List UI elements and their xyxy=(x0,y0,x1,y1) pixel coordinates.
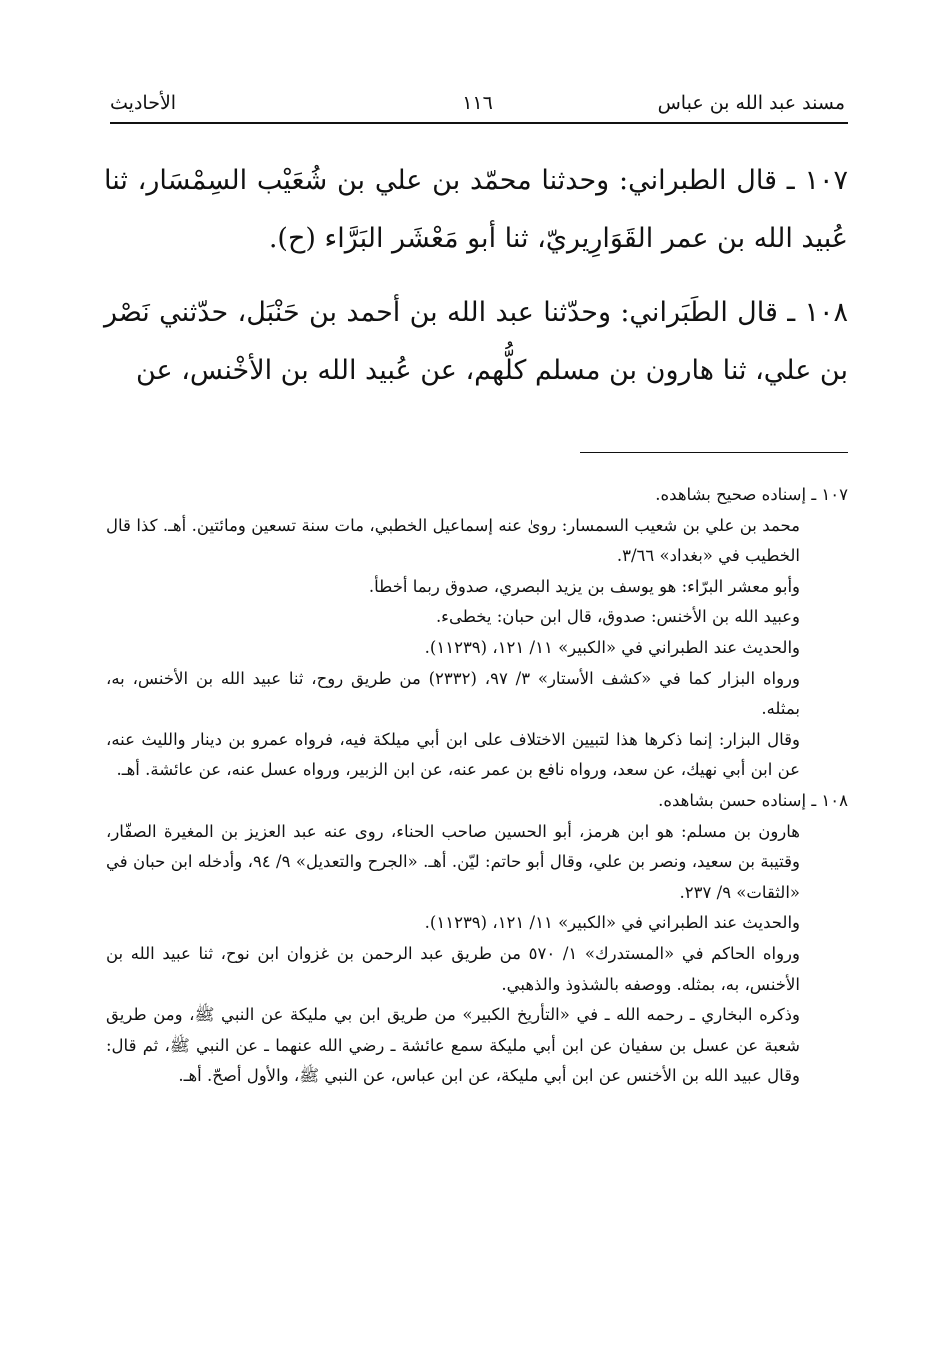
footnote-107-line: وعبيد الله بن الأخنس: صدوق، قال ابن حبان: يخطىء. xyxy=(435,607,800,627)
footnote-divider xyxy=(580,452,848,453)
footnote-107-line: والحديث عند الطبراني في «الكبير» ١١/ ١٢١، (١١٢٣٩). xyxy=(424,637,800,657)
header-divider xyxy=(110,122,848,124)
footnote-108-line: هارون بن مسلم: هو ابن هرمز، أبو الحسين صاحب الحناء، روى عنه عبد العزيز بن المغيرة الصفّار، وقتيبة بن سعيد، ونصر بن علي، وقال أبو حاتم: ليّن. أهـ. «الجرح والتعديل» ٩/ ٩٤، وأدخله ابن حبان في «الثقات» ٩/ ٢٣٧. xyxy=(106,821,800,902)
page-number: ١١٦ xyxy=(462,92,493,114)
hadith-107: ١٠٧ ـ قال الطبراني: وحدثنا محمّد بن علي بن شُعَيْب السِمْسَار، ثنا عُبيد الله بن عمر القَوَارِيريّ، ثنا أبو مَعْشَر البَرَّاء (ح). xyxy=(104,165,848,254)
footnote-108-line: والحديث عند الطبراني في «الكبير» ١١/ ١٢١، (١١٢٣٩). xyxy=(424,913,800,933)
footnote-107-heading: ١٠٧ ـ إسناده صحيح بشاهده. xyxy=(655,485,848,504)
running-header xyxy=(110,88,845,122)
footnote-107-line: ورواه البزار كما في «كشف الأستار» ٣/ ٩٧، (٢٣٣٢) من طريق روح، ثنا عبيد الله بن الأخنس، به، بمثله. xyxy=(106,668,800,719)
section-title: الأحاديث xyxy=(110,92,177,114)
main-text xyxy=(104,152,848,416)
footnote-108-heading: ١٠٨ ـ إسناده حسن بشاهده. xyxy=(658,790,848,810)
book-title: مسند عبد الله بن عباس xyxy=(657,92,845,114)
hadith-108: ١٠٨ ـ قال الطَبَراني: وحدّثنا عبد الله بن أحمد بن حَنْبَل، حدّثني نَصْر بن علي، ثنا هارون بن مسلم كلُّهم، عن عُبيد الله بن الأخْنس، عن xyxy=(104,297,848,386)
footnote-108-line: ورواه الحاكم في «المستدرك» ١/ ٥٧٠ من طريق عبد الرحمن بن غزوان ابن نوح، ثنا عبيد الله بن الأخنس، به، بمثله. ووصفه بالشذوذ والذهبي. xyxy=(106,943,800,994)
footnote-107-line: محمد بن علي بن شعيب السمسار: روىٰ عنه إسماعيل الخطبي، مات سنة تسعين ومائتين. أهـ. كذا قال الخطيب في «بغداد» ٣/٦٦. xyxy=(106,515,800,566)
footnote-108-line: وذكره البخاري ـ رحمه الله ـ في «التأريخ الكبير» من طريق ابن بي مليكة عن النبي ﷺ، ومن طريق شعبة عن عسل بن سفيان عن ابن أبي مليكة سمع عائشة ـ رضي الله عنهما ـ عن النبي ﷺ، ثم قال: وقال عبيد الله بن الأخنس عن ابن أبي مليكة، عن ابن عباس، عن النبي ﷺ، والأول أصحّ. أهـ. xyxy=(106,1005,800,1086)
footnote-107-line: وقال البزار: إنما ذكرها هذا لتبيين الاختلاف على ابن أبي ميلكة فيه، فرواه عمرو بن دينار والليث عنه، عن ابن أبي نهيك، عن سعد، ورواه نافع بن عمر عنه، عن ابن الزبير، ورواه عسل عنه، عن عائشة. أهـ. xyxy=(106,729,800,780)
footnote-107-line: وأبو معشر البرّاء: هو يوسف بن يزيد البصري، صدوق ربما أخطأ. xyxy=(368,576,800,596)
footnotes xyxy=(106,480,848,1092)
